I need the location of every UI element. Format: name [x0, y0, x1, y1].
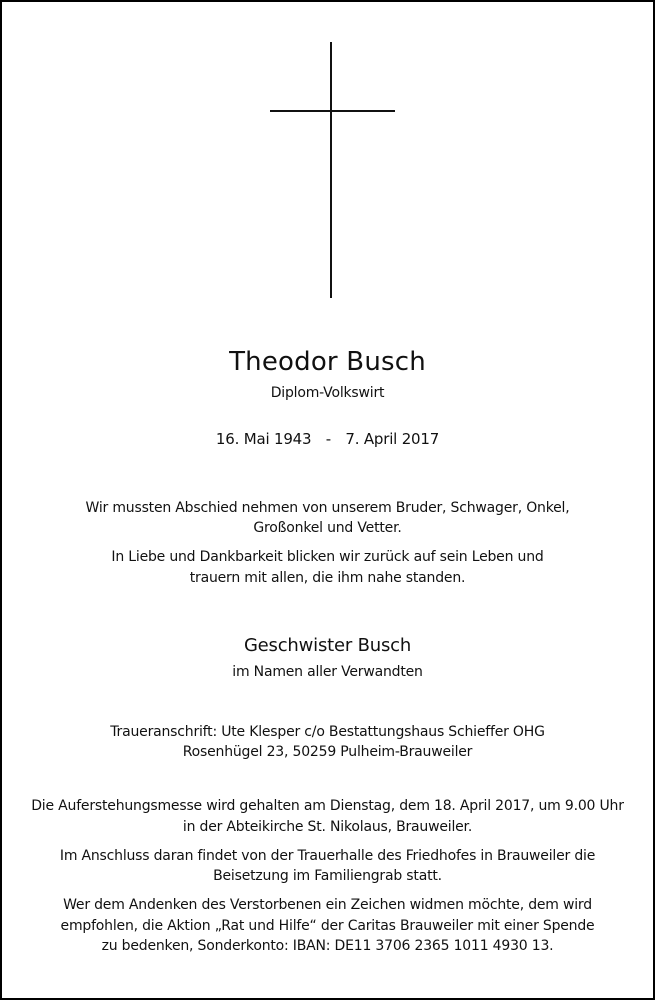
donation-line1: Wer dem Andenken des Verstorbenen ein Zeichen widmen möchte, dem wird [63, 897, 592, 913]
message-paragraph2-line1: In Liebe und Dankbarkeit blicken wir zurück auf sein Leben und [111, 549, 544, 565]
service-line2: in der Abteikirche St. Nikolaus, Brauweiler. [182, 819, 473, 835]
date-separator: - [325, 430, 331, 448]
address-line1: Traueranschrift: Ute Klesper c/o Bestattungshaus Schieffer OHG [110, 724, 545, 740]
family-name: Geschwister Busch [243, 635, 412, 656]
deceased-title: Diplom-Volkswirt [270, 385, 385, 401]
cross-icon-horizontal-bar [270, 110, 395, 112]
message-paragraph1-line1: Wir mussten Abschied nehmen von unserem Bruder, Schwager, Onkel, [85, 500, 570, 516]
donation-line2: empfohlen, die Aktion „Rat und Hilfe“ der Caritas Brauweiler mit einer Spende [60, 918, 595, 934]
cross-icon-vertical-bar [330, 42, 332, 298]
life-dates [2, 429, 653, 449]
message-paragraph2-line2: trauern mit allen, die ihm nahe standen. [189, 570, 466, 586]
deceased-name: Theodor Busch [229, 347, 426, 377]
message-paragraph1-line2: Großonkel und Vetter. [253, 520, 402, 536]
burial-line1: Im Anschluss daran findet von der Trauerhalle des Friedhofes in Brauweiler die [59, 848, 596, 864]
burial-line2: Beisetzung im Familiengrab statt. [213, 868, 442, 884]
address-line2: Rosenhügel 23, 50259 Pulheim-Brauweiler [182, 744, 473, 760]
service-line1: Die Auferstehungsmesse wird gehalten am Dienstag, dem 18. April 2017, um 9.00 Uhr [31, 798, 624, 814]
birth-date: 16. Mai 1943 [215, 430, 312, 448]
death-date: 7. April 2017 [345, 430, 440, 448]
family-subtitle: im Namen aller Verwandten [232, 664, 423, 680]
donation-line3: zu bedenken, Sonderkonto: IBAN: DE11 3706 2365 1011 4930 13. [101, 938, 554, 954]
